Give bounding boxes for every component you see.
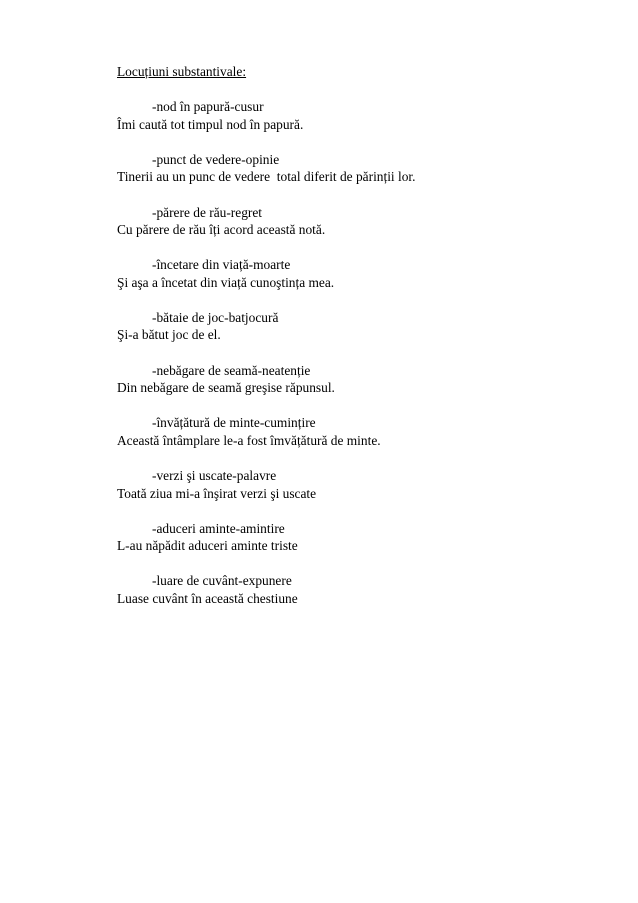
entry-example: Tinerii au un punc de vedere total diferit de părinții lor. — [117, 169, 416, 185]
entry-3 — [117, 204, 587, 239]
entry-term: -luare de cuvânt-expunere — [152, 573, 292, 589]
entry-example: Şi-a bătut joc de el. — [117, 327, 221, 343]
entry-1 — [117, 98, 587, 133]
entry-term: -bătaie de joc-batjocură — [152, 309, 279, 325]
entry-term: -nebăgare de seamă-neatenție — [152, 362, 311, 378]
entry-example: Luase cuvânt în această chestiune — [117, 590, 298, 606]
entry-term: -învățătură de minte-cuminți​re — [152, 415, 316, 431]
entry-term: -părere de rău-regret — [152, 204, 263, 220]
document-body — [117, 63, 587, 607]
entry-example: Toată ziua mi-a înşirat verzi şi uscate — [117, 485, 317, 501]
entry-example: Cu părere de rău îți acord această notă. — [117, 222, 326, 238]
entry-term: -nod în papură-cusur — [152, 99, 264, 115]
entry-example: Îmi caută tot timpul nod în papură. — [117, 116, 304, 132]
entry-2 — [117, 151, 587, 186]
entry-term: -verzi şi uscate-palavre — [152, 468, 277, 483]
entry-7 — [117, 414, 587, 449]
entry-6 — [117, 362, 587, 397]
entry-4 — [117, 256, 587, 291]
entry-8 — [117, 467, 587, 502]
entry-term: -punct de vedere-opinie — [152, 151, 280, 167]
entry-9 — [117, 520, 587, 555]
section-heading: Locuțiuni substantivale: — [117, 64, 247, 79]
entry-term: -aduceri aminte-amintire — [152, 520, 285, 536]
entry-example: Din nebăgare de seamă greşise răpunsul. — [117, 380, 335, 396]
entry-example: Şi aşa a încetat din viață cunoştința mea. — [117, 274, 335, 290]
entry-10 — [117, 572, 587, 607]
entry-5 — [117, 309, 587, 344]
entry-term: -încetare din viață-moarte — [152, 257, 291, 273]
entry-example: Această întâmplare le-a fost îmvățătură de minte. — [117, 432, 381, 448]
entry-example: L-au năpădit aduceri aminte triste — [117, 538, 298, 554]
